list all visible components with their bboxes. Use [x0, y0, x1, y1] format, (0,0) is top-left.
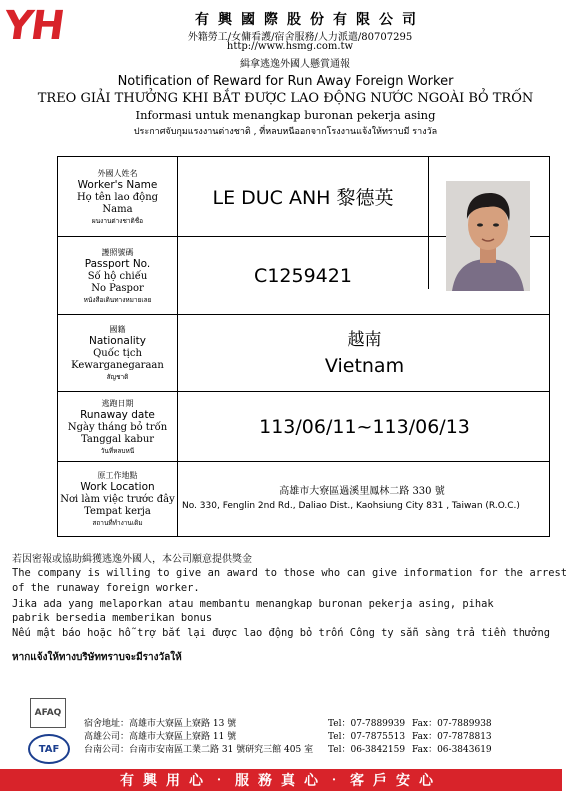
company-name: 有興國際股份有限公司: [195, 12, 425, 28]
label-en: Passport No.: [84, 257, 151, 270]
label-zh: 外國人姓名: [97, 168, 138, 178]
label-id: Kewarganegaraan: [71, 360, 164, 371]
slogan-banner: 有興用心‧服務真心‧客戶安心: [0, 769, 562, 791]
label-vn: Quốc tịch: [93, 348, 142, 359]
company-services: 外籍勞工/女傭看護/宿舍服務/人力派遣/80707295: [187, 32, 413, 43]
label-vn: Họ tên lao động: [76, 191, 159, 203]
label-en: Runaway date: [80, 408, 155, 421]
label-vn: Ngày tháng bỏ trốn: [67, 421, 168, 433]
notice-th: หากแจ้งให้ทางบริษัททราบจะมีรางวัลให้: [12, 652, 182, 663]
runaway-value-cell: [178, 392, 551, 461]
label-id: Nama: [102, 203, 133, 215]
label-zh: 護照號碼: [101, 247, 134, 257]
worker-photo: [446, 181, 530, 291]
notice-vn: Nếu mật báo hoặc hỗ trợ bắt lại được lao động bỏ trốn Công ty sẵn sàng trả tiền thưởng: [12, 627, 550, 639]
label-th: หนังสือเดินทางหมายเลย: [83, 295, 152, 304]
nationality-label: [58, 315, 178, 391]
passport-number: C1259421: [254, 264, 352, 287]
nationality-en: Vietnam: [324, 355, 405, 377]
work-address-zh: 高雄市大寮區過溪里鳳林二路 330 號: [279, 486, 445, 497]
office-tainan-fax: Fax：06-3843619: [412, 745, 492, 755]
worker-info-table: [57, 156, 550, 537]
taf-cert-logo: TAF: [28, 734, 70, 764]
work-address-en: No. 330, Fenglin 2nd Rd., Daliao Dist., Kaohsiung City 831 , Taiwan (R.O.C.): [182, 501, 520, 511]
nationality-zh: 越南: [347, 330, 382, 350]
label-zh: 國籍: [109, 325, 126, 334]
notice-id: Jika ada yang melaporkan atau membantu menangkap buronan pekerja asing, pihak pabrik bersedia memberikan bonus: [12, 598, 494, 624]
title-indonesian: Informasi untuk menangkap buronan pekerja asing: [135, 108, 436, 122]
nationality-row: [58, 315, 549, 392]
label-en: Nationality: [88, 335, 146, 347]
passport-label: [58, 237, 178, 314]
office-tainan-tel: Tel：06-3842159: [328, 745, 406, 755]
notice-subtitle: 緝拿逃逸外國人懸賞通報: [240, 59, 350, 70]
label-vn: Nơi làm việc trước đây: [60, 494, 175, 505]
work-location-row: [58, 462, 549, 536]
work-location-value-cell: [178, 462, 551, 536]
label-id: No Paspor: [91, 282, 144, 294]
label-th: ผนงานต่างชาติชื่อ: [91, 216, 144, 225]
label-vn: Số hộ chiếu: [87, 270, 148, 282]
label-id: Tanggal kabur: [80, 433, 155, 445]
title-english: Notification of Reward for Run Away Foreign Worker: [117, 74, 454, 89]
notice-en: The company is willing to give an award to those who can give information for the arrest of the runaway foreign worker.: [12, 567, 567, 594]
label-zh: 逃跑日期: [101, 398, 134, 408]
runaway-row: [58, 392, 549, 462]
company-website[interactable]: http://www.hsmg.com.tw: [226, 41, 354, 52]
photo-cell: [428, 157, 551, 289]
name-label: [58, 157, 178, 236]
office-dorm-fax: Fax：07-7889938: [412, 719, 492, 729]
name-value-cell: [178, 157, 428, 236]
label-id: Tempat kerja: [84, 506, 151, 517]
label-th: สัญชาติ: [106, 373, 129, 381]
runaway-label: [58, 392, 178, 461]
office-kaohsiung-tel: Tel：07-7875513: [328, 732, 406, 742]
title-vietnamese: TREO GIẢI THƯỞNG KHI BẮT ĐƯỢC LAO ĐỘNG NƯỚC NGOÀI BỎ TRỐN: [37, 91, 534, 106]
work-location-label: [58, 462, 178, 536]
office-dorm-address: 宿舍地址：高雄市大寮區上寮路 13 號: [84, 719, 237, 729]
office-tainan-address: 台南公司：台南市安南區工業二路 31 號研究三館 405 室: [84, 745, 314, 755]
label-th: วันที่หลบหนี: [100, 446, 135, 455]
title-thai: ประกาศจับกุมแรงงานต่างชาติ , ที่หลบหนีออกจากโรงงานแจ้งให้ทราบมี รางวัล: [133, 127, 438, 137]
label-en: Work Location: [80, 481, 155, 493]
runaway-date: 113/06/11~113/06/13: [259, 415, 470, 438]
office-kaohsiung-fax: Fax：07-7878813: [412, 732, 492, 742]
nationality-value-cell: [178, 315, 551, 391]
company-logo: YH: [4, 6, 104, 46]
label-en: Worker's Name: [77, 178, 158, 191]
notice-zh: 若因密報或協助緝獲逃逸外國人，本公司願意提供獎金: [12, 554, 252, 565]
office-kaohsiung-address: 高雄公司：高雄市大寮區上寮路 11 號: [84, 732, 237, 742]
label-zh: 原工作地點: [97, 471, 138, 480]
passport-value-cell: [178, 237, 428, 314]
worker-name: LE DUC ANH 黎德英: [212, 187, 394, 209]
label-th: สถานที่ทำงานเดิม: [92, 519, 143, 527]
office-dorm-tel: Tel：07-7889939: [328, 719, 406, 729]
afaq-cert-logo: AFAQ: [30, 698, 66, 728]
